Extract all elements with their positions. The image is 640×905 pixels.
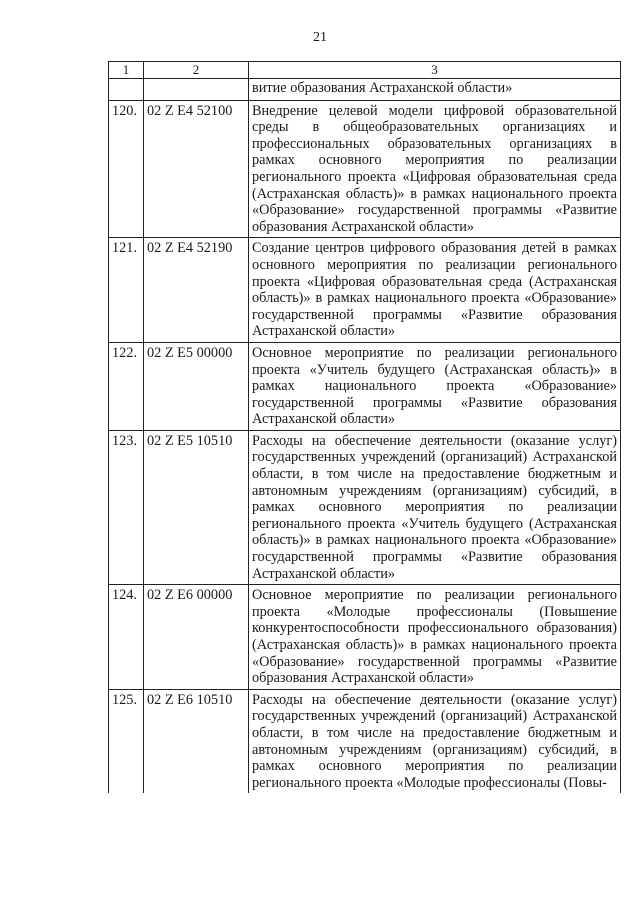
page-number: 21 [313,30,327,45]
column-header-number: 1 [109,62,144,79]
row-text-cell: Основное мероприятие по реализации регионального проекта «Учитель будущего (Астраханская область)» в рамках национального проекта «Образование» государственной программы «Развитие образования Астраханской области» [249,342,621,430]
column-header-name: 3 [249,62,621,79]
row-text-cell: Основное мероприятие по реализации регионального проекта «Молодые профессионалы (Повышение конкурентоспособности профессионального образования) (Астраханская область)» в рамках национального проекта «Образование» государственной программы «Развитие образования Астраханской области» [249,585,621,690]
row-number-cell: 125. [109,689,144,793]
row-text-cell: Расходы на обеспечение деятельности (оказание услуг) государственных учреждений (организаций) Астраханской области, в том числе на предоставление бюджетным и автономным учреждениям (организациям) субсидий, в рамках основного мероприятия по реализации регионального проекта «Молодые профессионалы (Повы- [249,689,621,793]
budget-classification-table [108,61,621,793]
row-code-cell: 02 Z E4 52100 [144,100,249,238]
row-number-cell: 124. [109,585,144,690]
row-text-cell: Расходы на обеспечение деятельности (оказание услуг) государственных учреждений (организаций) Астраханской области, в том числе на предоставление бюджетным и автономным учреждениям (организациям) субсидий, в рамках основного мероприятия по реализации регионального проекта «Учитель будущего (Астраханская область)» в рамках национального проекта «Образование» государственной программы «Развитие образования Астраханской области» [249,430,621,584]
row-code-cell [144,79,249,101]
row-code-cell: 02 Z E5 10510 [144,430,249,584]
table-header-row [109,62,621,79]
table-row [109,430,621,584]
row-code-cell: 02 Z E5 00000 [144,342,249,430]
table-row-continuation [109,79,621,101]
table-row [109,238,621,343]
table-row [109,100,621,238]
row-code-cell: 02 Z E6 00000 [144,585,249,690]
row-number-cell: 120. [109,100,144,238]
column-header-code: 2 [144,62,249,79]
row-text-cell: Внедрение целевой модели цифровой образовательной среды в общеобразовательных организациях и профессиональных образовательных организациях в рамках основного мероприятия по реализации регионального проекта «Цифровая образовательная среда (Астраханская область)» в рамках национального проекта «Образование» государственной программы «Развитие образования Астраханской области» [249,100,621,238]
table-row [109,342,621,430]
table-row [109,689,621,793]
row-text-cell: Создание центров цифрового образования детей в рамках основного мероприятия по реализации регионального проекта «Цифровая образовательная среда (Астраханская область)» в рамках национального проекта «Образование» государственной программы «Развитие образования Астраханской области» [249,238,621,343]
table-row [109,585,621,690]
row-code-cell: 02 Z E6 10510 [144,689,249,793]
row-number-cell: 123. [109,430,144,584]
row-number-cell [109,79,144,101]
row-code-cell: 02 Z E4 52190 [144,238,249,343]
row-number-cell: 122. [109,342,144,430]
row-text-cell: витие образования Астраханской области» [249,79,621,101]
row-number-cell: 121. [109,238,144,343]
